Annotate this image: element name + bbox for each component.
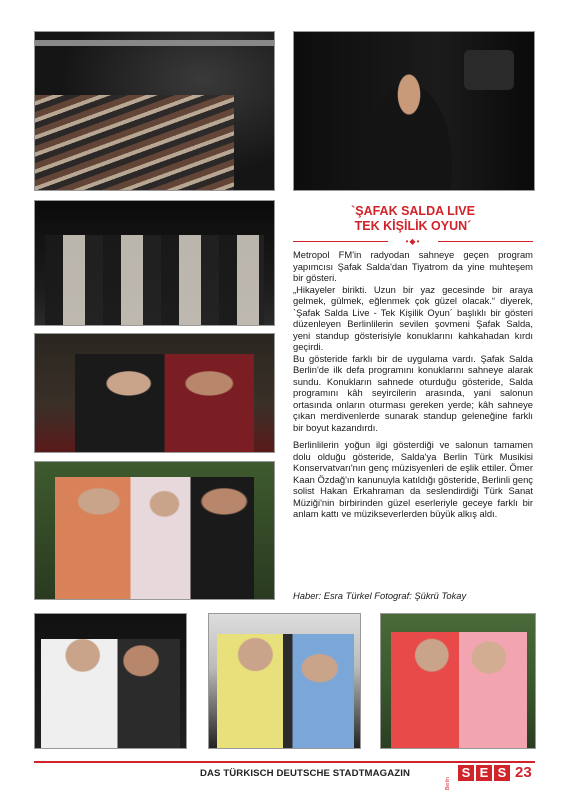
logo-letter: S <box>458 765 474 781</box>
article-paragraph: Berlinlilerin yoğun ilgi gösterdiği ve salonun tamamen dolu olduğu gösteride, Salda'ya Berlin Türk Musikisi Konservatvarı'nın genç müzisyenleri de eşlik ettiler. Ömer Kaan Özdağ'ın kanunuyla katıldığı gösteride, Berlinli genç solist Hakan Erkahraman da seslendirdiği Türk Sanat Müziği'nin birbirinden güzel eserleriyle geceye farklı bir anlam kattı ve müzikseverlerden büyük alkış aldı. <box>293 439 533 519</box>
article-title-line1: `ŞAFAK SALDA LIVE <box>351 204 475 218</box>
two-women-garden-photo <box>380 613 536 749</box>
two-men-bottom-photo <box>34 613 187 749</box>
page-number: 23 <box>515 764 532 781</box>
audience-photo <box>34 31 275 191</box>
article-credit: Haber: Esra Türkel Fotograf: Şükrü Tokay <box>293 590 467 601</box>
article-title-line2: TEK KİŞİLİK OYUN´ <box>354 219 472 233</box>
ses-logo <box>458 765 510 781</box>
article-paragraph: „Hikayeler birikti. Uzun bir yaz gecesinde bir araya gelmek, gülmek, eğlenmek çok güzel olacak.“ diyerek, `Şafak Salda Live - Tek Kişilik Oyun´ başlıklı bir gösteri düzenleyen Berlinlilerin sevilen şovmeni Şafak Salda, yeni standup gösterisiyle konuklarını kahkahadan kırdı geçirdi. <box>293 283 533 352</box>
two-women-photo <box>208 613 361 749</box>
guests-on-stage-photo <box>34 200 275 326</box>
logo-letter: S <box>494 765 510 781</box>
article-paragraph: Bu gösteride farklı bir de uygulama vardı. Şafak Salda Berlin'de ilk defa programını konuklarını sahneye alarak sundu. Konukların sahnede oturduğu gösteride, Salda programını kâh seyircilerin arasında, yani salonun ortasında onların oturması gereken yerde; kâh sahneye çıkan merdivenlerde sunarak standup geleneğine farklı bir boyut kazandırdı. <box>293 352 533 433</box>
footer-city: Berlin <box>445 777 451 790</box>
logo-letter: E <box>476 765 492 781</box>
handshake-photo <box>34 461 275 600</box>
magazine-name: DAS TÜRKISCH DEUTSCHE STADTMAGAZIN <box>200 768 411 779</box>
article-body <box>293 249 533 520</box>
two-men-photo <box>34 333 275 453</box>
article-paragraph: Metropol FM'in radyodan sahneye geçen program yapımcısı Şafak Salda'dan Tiyatrom da yine muhteşem bir gösteri. <box>293 249 533 283</box>
title-divider <box>293 237 533 246</box>
divider-ornament: •◆• <box>405 237 421 246</box>
performer-photo <box>293 31 535 191</box>
article-title <box>293 204 533 234</box>
footer-rule <box>34 761 535 763</box>
